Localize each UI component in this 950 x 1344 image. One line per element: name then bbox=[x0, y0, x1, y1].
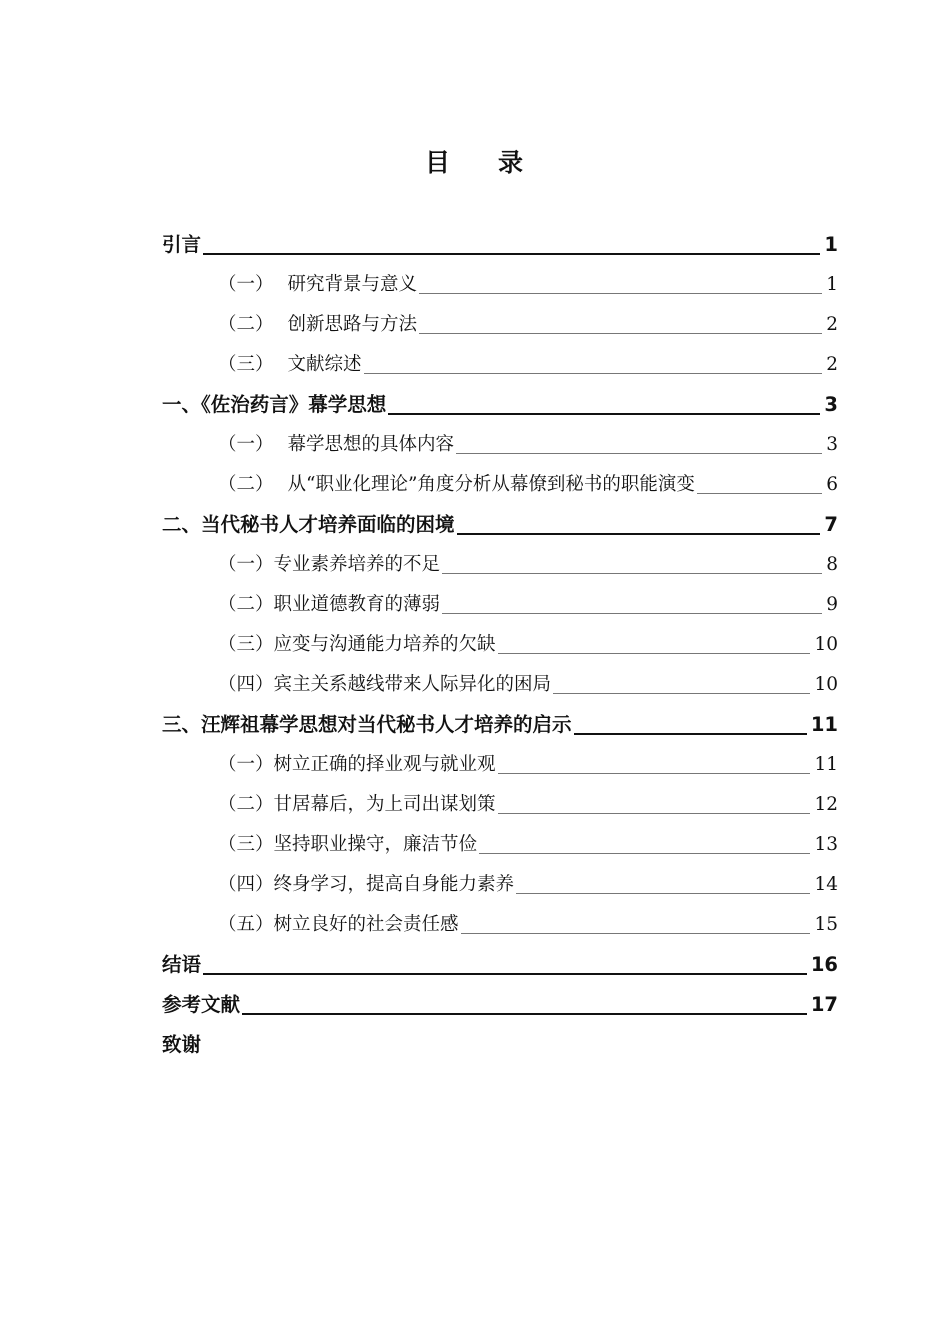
toc-entry-text: 终身学习，提高自身能力素养 bbox=[273, 874, 515, 895]
toc-leader-line bbox=[553, 692, 810, 694]
toc-entry-label bbox=[218, 873, 514, 897]
toc-entry-prefix: （五） bbox=[218, 914, 274, 935]
toc-leader-line bbox=[203, 252, 820, 255]
page-title-char-2: 录 bbox=[498, 148, 526, 177]
toc-entry-section[interactable] bbox=[162, 462, 838, 502]
toc-entry-label bbox=[218, 593, 440, 617]
toc-page-number: 8 bbox=[826, 554, 838, 575]
toc-page-number: 2 bbox=[826, 314, 838, 335]
toc-entry-text: 从“职业化理论”角度分析从幕僚到秘书的职能演变 bbox=[287, 474, 695, 495]
toc-entry-label bbox=[218, 913, 459, 937]
toc-entry-text: 文献综述 bbox=[287, 354, 362, 375]
toc-page-number: 7 bbox=[824, 513, 838, 536]
toc-leader-line bbox=[498, 652, 811, 654]
toc-entry-prefix: （一） bbox=[218, 434, 274, 455]
toc-entry-chapter[interactable] bbox=[162, 942, 838, 982]
toc-entry-chapter[interactable] bbox=[162, 382, 838, 422]
toc-leader-line bbox=[203, 972, 807, 975]
toc-entry-section[interactable] bbox=[162, 342, 838, 382]
toc-entry-section[interactable] bbox=[162, 822, 838, 862]
toc-leader-line bbox=[457, 532, 821, 535]
toc-page-number: 15 bbox=[814, 914, 838, 935]
toc-entry-prefix: （四） bbox=[218, 674, 274, 695]
toc-leader-line bbox=[697, 492, 822, 494]
toc-entry-section[interactable] bbox=[162, 422, 838, 462]
toc-entry-label bbox=[218, 433, 454, 457]
toc-entry-section[interactable] bbox=[162, 862, 838, 902]
toc-entry-chapter[interactable] bbox=[162, 1022, 838, 1062]
toc-entry-label bbox=[218, 553, 440, 577]
page-title bbox=[0, 146, 950, 180]
toc-page-number: 11 bbox=[810, 713, 838, 736]
toc-leader-line bbox=[498, 812, 811, 814]
toc-entry-label bbox=[218, 633, 496, 657]
toc-entry-section[interactable] bbox=[162, 302, 838, 342]
toc-entry-text: 树立正确的择业观与就业观 bbox=[273, 754, 496, 775]
toc-entry-section[interactable] bbox=[162, 622, 838, 662]
toc-entry-text: 树立良好的社会责任感 bbox=[273, 914, 459, 935]
toc-page-number: 1 bbox=[826, 274, 838, 295]
toc-page-number: 2 bbox=[826, 354, 838, 375]
toc-entry-prefix: （一） bbox=[218, 754, 274, 775]
toc-page-number: 13 bbox=[814, 834, 838, 855]
toc-entry-prefix: （二） bbox=[218, 594, 274, 615]
toc-entry-section[interactable] bbox=[162, 262, 838, 302]
toc-entry-chapter[interactable] bbox=[162, 502, 838, 542]
toc-page-number: 14 bbox=[814, 874, 838, 895]
toc-page-number: 10 bbox=[814, 674, 838, 695]
toc-entry-section[interactable] bbox=[162, 902, 838, 942]
toc-entry-label: 引言 bbox=[162, 233, 202, 256]
toc-entry-label: 结语 bbox=[162, 953, 202, 976]
toc-leader-line bbox=[442, 572, 822, 574]
toc-entry-label: 参考文献 bbox=[162, 993, 241, 1016]
toc-entry-chapter[interactable] bbox=[162, 702, 838, 742]
toc-entry-label bbox=[218, 793, 496, 817]
toc-entry-prefix: （一） bbox=[218, 554, 274, 575]
toc-leader-line bbox=[364, 372, 823, 374]
toc-leader-line bbox=[419, 292, 822, 294]
toc-entry-text: 创新思路与方法 bbox=[287, 314, 418, 335]
page-title-char-1: 目 bbox=[424, 148, 452, 177]
toc-entry-label bbox=[218, 753, 496, 777]
toc-page-number: 16 bbox=[810, 953, 838, 976]
toc-entry-label bbox=[218, 353, 362, 377]
toc-entry-label bbox=[218, 833, 477, 857]
toc-leader-line bbox=[479, 852, 810, 854]
toc-entry-prefix: （三） bbox=[218, 834, 274, 855]
toc-page-number: 6 bbox=[826, 474, 838, 495]
toc-entry-text: 应变与沟通能力培养的欠缺 bbox=[273, 634, 496, 655]
toc-entry-text: 坚持职业操守，廉洁节俭 bbox=[273, 834, 478, 855]
toc-entry-chapter[interactable] bbox=[162, 222, 838, 262]
table-of-contents bbox=[162, 222, 838, 1062]
toc-page-number: 10 bbox=[814, 634, 838, 655]
toc-entry-prefix: （二） bbox=[218, 794, 274, 815]
toc-entry-section[interactable] bbox=[162, 542, 838, 582]
toc-page-number: 1 bbox=[824, 233, 838, 256]
toc-page-number: 17 bbox=[810, 993, 838, 1016]
toc-leader-line bbox=[498, 772, 811, 774]
toc-leader-line bbox=[442, 612, 822, 614]
toc-leader-line bbox=[456, 452, 822, 454]
toc-entry-section[interactable] bbox=[162, 782, 838, 822]
toc-entry-label: 致谢 bbox=[162, 1033, 202, 1056]
toc-page-number: 3 bbox=[824, 393, 838, 416]
toc-entry-prefix: （三） bbox=[218, 634, 274, 655]
toc-entry-text: 宾主关系越线带来人际异化的困局 bbox=[273, 674, 552, 695]
toc-entry-text: 专业素养培养的不足 bbox=[273, 554, 441, 575]
toc-entry-prefix: （一） bbox=[218, 274, 274, 295]
toc-entry-prefix: （二） bbox=[218, 314, 274, 335]
toc-leader-line bbox=[242, 1012, 807, 1015]
toc-entry-text: 幕学思想的具体内容 bbox=[287, 434, 455, 455]
toc-entry-label: 二、当代秘书人才培养面临的困境 bbox=[162, 513, 455, 536]
toc-entry-label bbox=[218, 313, 417, 337]
toc-leader-line bbox=[516, 892, 810, 894]
toc-page-number: 12 bbox=[814, 794, 838, 815]
toc-entry-prefix: （二） bbox=[218, 474, 274, 495]
toc-entry-label: 一、《佐治药言》幕学思想 bbox=[162, 393, 387, 416]
toc-page-number: 9 bbox=[826, 594, 838, 615]
toc-entry-label bbox=[218, 273, 417, 297]
toc-leader-line bbox=[419, 332, 822, 334]
toc-entry-label: 三、汪辉祖幕学思想对当代秘书人才培养的启示 bbox=[162, 713, 572, 736]
toc-leader-line bbox=[574, 732, 807, 735]
toc-entry-section[interactable] bbox=[162, 662, 838, 702]
toc-entry-prefix: （三） bbox=[218, 354, 274, 375]
toc-entry-text: 甘居幕后，为上司出谋划策 bbox=[273, 794, 496, 815]
toc-entry-text: 职业道德教育的薄弱 bbox=[273, 594, 441, 615]
toc-entry-chapter[interactable] bbox=[162, 982, 838, 1022]
toc-entry-label bbox=[218, 473, 695, 497]
toc-entry-label bbox=[218, 673, 551, 697]
toc-page-number: 3 bbox=[826, 434, 838, 455]
toc-page-number: 11 bbox=[814, 754, 838, 775]
toc-entry-text: 研究背景与意义 bbox=[287, 274, 418, 295]
toc-entry-prefix: （四） bbox=[218, 874, 274, 895]
toc-leader-line bbox=[461, 932, 811, 934]
toc-leader-line bbox=[388, 412, 820, 415]
toc-entry-section[interactable] bbox=[162, 582, 838, 622]
toc-entry-section[interactable] bbox=[162, 742, 838, 782]
